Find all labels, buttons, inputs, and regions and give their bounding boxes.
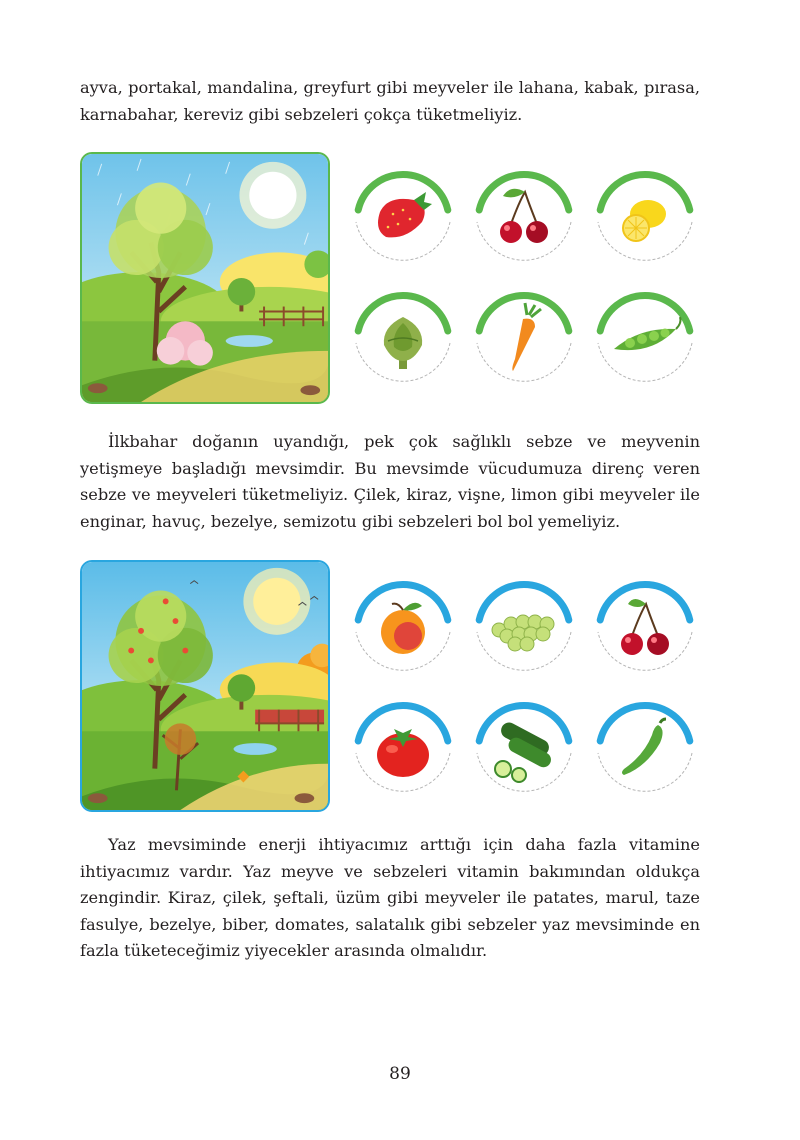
badge-grapes: [469, 572, 579, 682]
spring-produce-grid: [348, 162, 700, 407]
badge-strawberry: [348, 162, 458, 272]
badge-cherry-summer: [590, 572, 700, 682]
badge-pea-pod: [590, 283, 700, 393]
badge-peach: [348, 572, 458, 682]
badge-cherry: [469, 162, 579, 272]
badge-carrot: [469, 283, 579, 393]
paragraph-summer: Yaz mevsiminde enerji ihtiyacımız arttığı için daha fazla vitamine ihtiyacımız vardır. Yaz meyve ve sebzeleri vitamin bakımından oldukça zengindir. Kiraz, çilek, şeftali, üzüm gibi meyveler ile patates, marul, taze fasulye, bezelye, biber, domates, salatalık gibi sebzeler yaz mevsiminde en fazla tüketeceğimiz yiyecekler arasında olmalıdır.: [80, 835, 700, 961]
paragraph-intro: ayva, portakal, mandalina, greyfurt gibi meyveler ile lahana, kabak, pırasa, karnabahar, kereviz gibi sebzeleri çokça tüketmeliyiz.: [80, 78, 700, 124]
page-number: 89: [389, 1064, 411, 1084]
paragraph-spring: İlkbahar doğanın uyandığı, pek çok sağlıklı sebze ve meyvenin yetişmeye başladığı mevsimdir. Bu mevsimde vücudumuza direnç veren sebze ve meyveleri tüketmeliyiz. Çilek, kiraz, vişne, limon gibi meyveler ile enginar, havuç, bezelye, semizotu gibi sebzeleri bol bol yemeliyiz.: [80, 432, 700, 531]
badge-artichoke: [348, 283, 458, 393]
badge-green-pepper: [590, 693, 700, 803]
summer-scene-illustration: [80, 560, 330, 812]
badge-lemon: [590, 162, 700, 272]
badge-tomato: [348, 693, 458, 803]
badge-cucumber: [469, 693, 579, 803]
summer-produce-grid: [348, 572, 700, 817]
spring-scene-illustration: [80, 152, 330, 404]
